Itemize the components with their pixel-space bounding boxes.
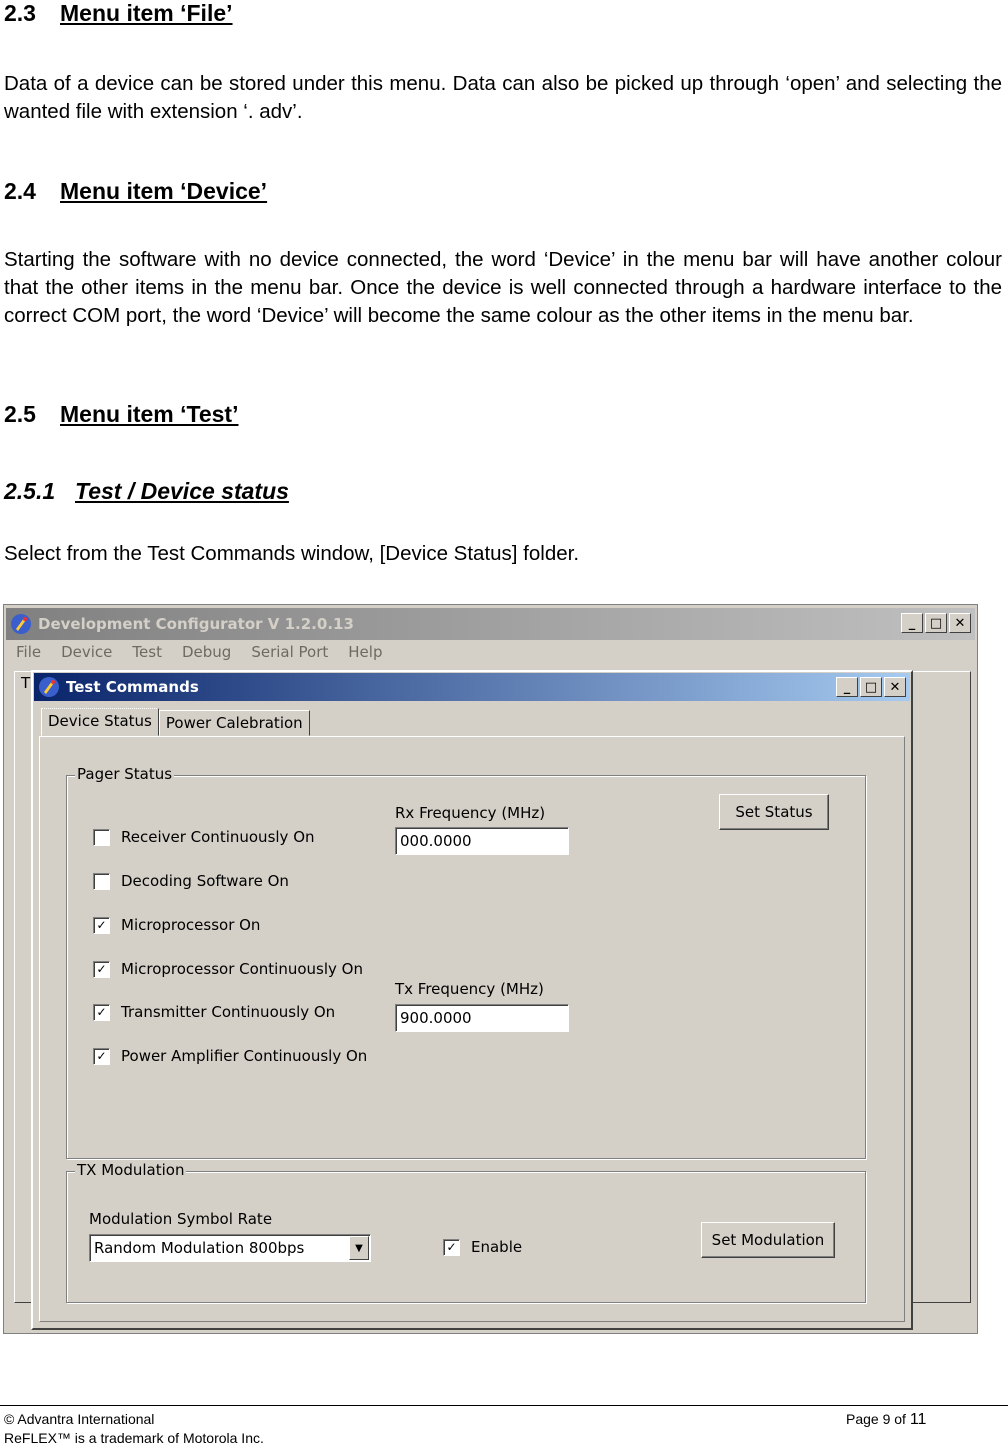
footer-page-number: [846, 1411, 926, 1429]
maximize-icon[interactable]: □: [925, 613, 947, 633]
test-commands-dialog: [31, 670, 913, 1330]
maximize-icon[interactable]: □: [860, 677, 882, 697]
heading-2-5-1: [4, 478, 289, 505]
checkbox-row[interactable]: [93, 960, 363, 978]
heading-title: Menu item ‘File’: [60, 0, 233, 26]
checkbox-label: Decoding Software On: [121, 872, 289, 890]
set-modulation-button[interactable]: Set Modulation: [701, 1222, 835, 1258]
dialog-app-icon: [38, 676, 60, 698]
heading-2-4: [4, 178, 267, 205]
minimize-icon[interactable]: _: [901, 613, 923, 633]
tx-frequency-input[interactable]: 900.0000: [395, 1004, 569, 1032]
paragraph-test-status: Select from the Test Commands window, [Device Status] folder.: [4, 542, 580, 565]
heading-title: Menu item ‘Device’: [60, 178, 268, 204]
checkbox-checked[interactable]: ✓: [93, 1048, 110, 1065]
tx-modulation-group: [66, 1161, 866, 1303]
checkbox-checked[interactable]: ✓: [93, 917, 110, 934]
checkbox[interactable]: [93, 873, 110, 890]
checkbox-row[interactable]: [93, 828, 315, 846]
checkbox-label: Transmitter Continuously On: [121, 1003, 336, 1021]
heading-number: 2.3: [4, 0, 36, 26]
heading-2-3: [4, 0, 233, 27]
symbol-rate-select[interactable]: [89, 1234, 371, 1262]
footer-copyright: © Advantra International: [4, 1411, 155, 1427]
tx-modulation-legend: TX Modulation: [77, 1161, 185, 1179]
dropdown-arrow-icon[interactable]: ▼: [349, 1236, 369, 1260]
checkbox-label: Receiver Continuously On: [121, 828, 315, 846]
tab-power-calebration[interactable]: Power Calebration: [159, 710, 310, 736]
checkbox-row[interactable]: [93, 1003, 335, 1021]
screenshot-figure: [3, 604, 978, 1334]
heading-title: Test / Device status: [75, 478, 289, 504]
checkbox-row[interactable]: [93, 872, 289, 890]
tx-frequency-label: Tx Frequency (MHz): [395, 980, 544, 998]
rx-frequency-input[interactable]: 000.0000: [395, 827, 569, 855]
dialog-titlebar[interactable]: [34, 673, 910, 701]
enable-checkbox-row[interactable]: [443, 1238, 522, 1256]
checkbox-label: Microprocessor Continuously On: [121, 960, 363, 978]
heading-number: 2.4: [4, 178, 36, 204]
tab-strip: [41, 708, 310, 736]
menu-device[interactable]: Device: [61, 643, 113, 661]
pager-status-group: [66, 765, 866, 1159]
hidden-tab-fragment: T: [21, 674, 31, 692]
page-total: 11: [909, 1411, 927, 1428]
checkbox[interactable]: [93, 829, 110, 846]
menu-serial-port[interactable]: Serial Port: [251, 643, 329, 661]
heading-title: Menu item ‘Test’: [60, 401, 239, 427]
checkbox-label: Microprocessor On: [121, 916, 261, 934]
rx-frequency-label: Rx Frequency (MHz): [395, 804, 546, 822]
checkbox-checked[interactable]: ✓: [443, 1239, 460, 1256]
tab-panel: [39, 736, 905, 1322]
footer-divider: [0, 1405, 1008, 1406]
checkbox-row[interactable]: [93, 1047, 367, 1065]
checkbox-row[interactable]: [93, 916, 260, 934]
dialog-title: Test Commands: [66, 678, 199, 696]
page-prefix: Page 9 of: [846, 1411, 910, 1427]
set-status-button[interactable]: Set Status: [719, 794, 829, 830]
paragraph-file: Data of a device can be stored under this menu. Data can also be picked up through ‘open’ and selecting the wanted file with extension ‘. adv’.: [4, 72, 1002, 123]
footer-trademark: ReFLEX™ is a trademark of Motorola Inc.: [4, 1430, 264, 1446]
menu-test[interactable]: Test: [132, 643, 162, 661]
checkbox-label: Power Amplifier Continuously On: [121, 1047, 368, 1065]
symbol-rate-label: Modulation Symbol Rate: [89, 1210, 273, 1228]
checkbox-checked[interactable]: ✓: [93, 961, 110, 978]
minimize-icon[interactable]: _: [836, 677, 858, 697]
menu-file[interactable]: File: [16, 643, 42, 661]
paragraph-device: Starting the software with no device connected, the word ‘Device’ in the menu bar will have another colour that the other items in the menu bar. Once the device is well connected through a hardware interface to the correct COM port, the word ‘Device’ will become the same colour as the other items in the menu bar.: [4, 248, 1002, 327]
menu-bar: [8, 641, 390, 665]
main-titlebar[interactable]: [6, 608, 975, 640]
tab-device-status[interactable]: Device Status: [41, 708, 159, 736]
heading-number: 2.5: [4, 401, 36, 427]
close-icon[interactable]: ✕: [949, 613, 971, 633]
enable-label: Enable: [471, 1238, 523, 1256]
main-window-title: Development Configurator V 1.2.0.13: [38, 615, 354, 633]
checkbox-checked[interactable]: ✓: [93, 1004, 110, 1021]
symbol-rate-value: Random Modulation 800bps: [94, 1239, 305, 1257]
menu-help[interactable]: Help: [348, 643, 383, 661]
pager-status-legend: Pager Status: [77, 765, 173, 783]
menu-debug[interactable]: Debug: [181, 643, 232, 661]
close-icon[interactable]: ✕: [884, 677, 906, 697]
app-icon: [10, 613, 32, 635]
heading-2-5: [4, 401, 239, 428]
heading-number: 2.5.1: [4, 478, 56, 504]
